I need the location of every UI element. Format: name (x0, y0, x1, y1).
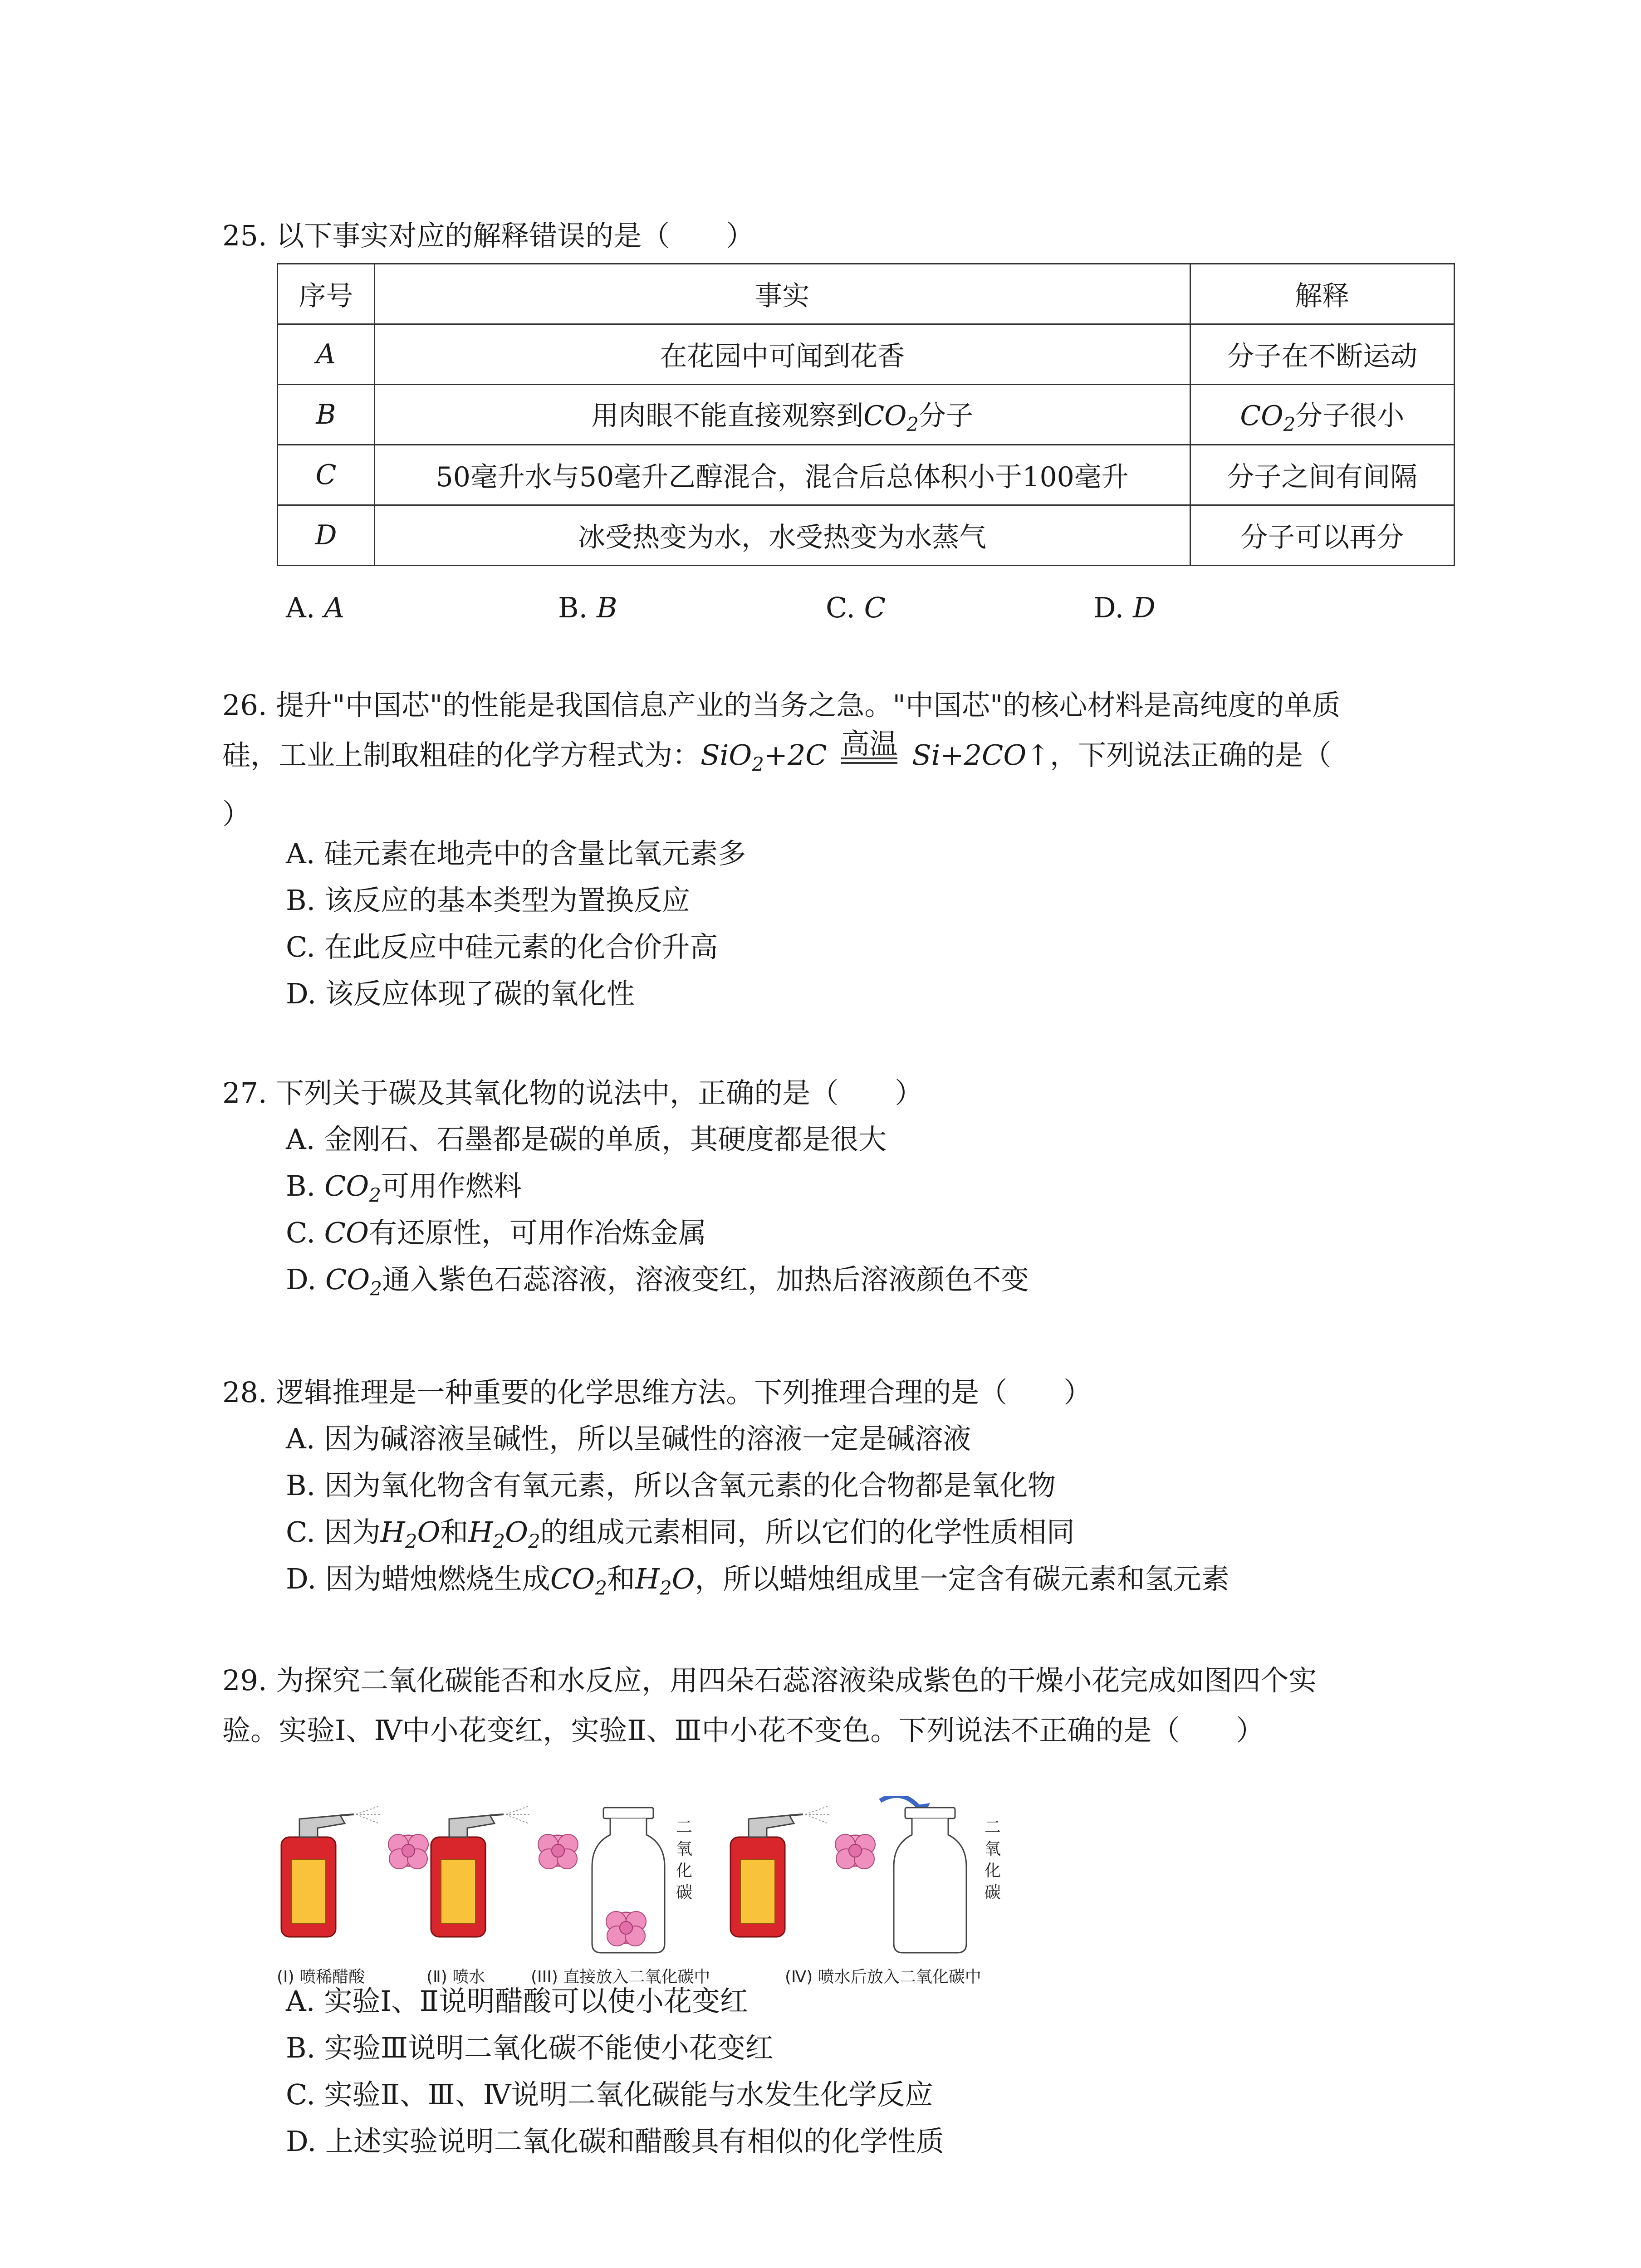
row-id: B (278, 385, 375, 445)
option-b[interactable]: B. 该反应的基本类型为置换反应 (286, 884, 690, 917)
option-b[interactable]: B. B (558, 591, 617, 624)
experiment-1 (281, 1806, 428, 1937)
option-a[interactable]: A. 金刚石、石墨都是碳的单质，其硬度都是很大 (286, 1123, 887, 1156)
row-id: D (278, 505, 375, 566)
q27-options (286, 1116, 1029, 1303)
svg-text:氧: 氧 (676, 1840, 693, 1858)
row-fact: 在花园中可闻到花香 (374, 324, 1190, 385)
option-d[interactable]: D. 因为蜡烛燃烧生成$CO_2$和$H_2O$，所以蜡烛组成里一定含有碳元素和氢元素 (286, 1562, 1230, 1599)
option-b[interactable]: B. 因为氧化物含有氧元素，所以含氧元素的化合物都是氧化物 (286, 1469, 1056, 1502)
question-26-line2: 硅，工业上制取粗硅的化学方程式为：SiO$_2$+2C 高温 Si+2CO↑，下列说法正确的是（ (222, 727, 1332, 776)
option-d[interactable]: D. 上述实验说明二氧化碳和醋酸具有相似的化学性质 (286, 2125, 944, 2158)
option-c[interactable]: C. 在此反应中硅元素的化合价升高 (286, 930, 718, 963)
q29-options (286, 1978, 944, 2165)
option-d[interactable]: D. 该反应体现了碳的氧化性 (286, 977, 635, 1010)
row-explain: 分子在不断运动 (1190, 324, 1454, 385)
experiment-4 (730, 1796, 1001, 1953)
question-29-line1: 29. 为探究二氧化碳能否和水反应，用四朵石蕊溶液染成紫色的干燥小花完成如图四个实 (222, 1664, 1317, 1697)
q26-options (286, 830, 746, 1017)
row-fact: 用肉眼不能直接观察到$CO_2$分子 (374, 385, 1190, 445)
row-explain: 分子之间有间隔 (1190, 445, 1454, 505)
header-explain: 解释 (1190, 264, 1454, 324)
table-header-row (278, 264, 1455, 324)
question-25-stem: 25. 以下事实对应的解释错误的是（ ） (222, 219, 754, 252)
option-a[interactable]: A. 因为碱溶液呈碱性，所以呈碱性的溶液一定是碱溶液 (286, 1422, 971, 1455)
question-26-line3: ） (222, 797, 251, 831)
option-a[interactable]: A. 实验Ⅰ、Ⅱ说明醋酸可以使小花变红 (286, 1984, 748, 2018)
question-27 (222, 1070, 1447, 1116)
caption-2: (Ⅱ) 喷水 (426, 1968, 485, 1986)
reaction-condition: 高温 (836, 730, 903, 764)
question-29 (222, 1656, 1447, 1755)
table-row (278, 445, 1455, 505)
row-id: A (278, 324, 375, 385)
q28-options (286, 1415, 1230, 1602)
svg-text:二: 二 (985, 1818, 1001, 1837)
caption-3: (III) 直接放入二氧化碳中 (531, 1968, 710, 1986)
header-fact: 事实 (374, 264, 1190, 324)
question-25 (222, 213, 1447, 259)
option-c[interactable]: C. C (826, 591, 886, 624)
question-28 (222, 1370, 1447, 1415)
caption-1: (I) 喷稀醋酸 (277, 1968, 365, 1986)
question-28-stem: 28. 逻辑推理是一种重要的化学思维方法。下列推理合理的是（ ） (222, 1376, 1092, 1409)
experiment-figure (277, 1796, 1066, 1987)
table-row (278, 324, 1455, 385)
row-fact: 冰受热变为水，水受热变为水蒸气 (374, 505, 1190, 566)
experiment-3 (592, 1808, 692, 1953)
svg-text:化: 化 (676, 1862, 693, 1880)
option-a[interactable]: A. A (286, 591, 344, 624)
row-id: C (278, 445, 375, 505)
question-29-line2: 验。实验I、Ⅳ中小花变红，实验Ⅱ、Ⅲ中小花不变色。下列说法不正确的是（ ） (222, 1714, 1264, 1747)
table-row (278, 385, 1455, 445)
row-explain: 分子可以再分 (1190, 505, 1454, 566)
option-d[interactable]: D. $CO_2$通入紫色石蕊溶液，溶液变红，加热后溶液颜色不变 (286, 1263, 1029, 1300)
caption-4: (Ⅳ) 喷水后放入二氧化碳中 (785, 1968, 981, 1986)
question-26-line1: 26. 提升"中国芯"的性能是我国信息产业的当务之急。"中国芯"的核心材料是高纯度的单质 (222, 689, 1341, 722)
row-explain: $CO_2$分子很小 (1190, 385, 1454, 445)
question-26 (222, 680, 1447, 839)
table-row (278, 505, 1455, 566)
option-c[interactable]: C. 因为$H_2O$和$H_2O_2$的组成元素相同，所以它们的化学性质相同 (286, 1515, 1075, 1553)
svg-text:碳: 碳 (676, 1883, 693, 1902)
svg-text:氧: 氧 (985, 1840, 1001, 1858)
question-27-stem: 27. 下列关于碳及其氧化物的说法中，正确的是（ ） (222, 1076, 923, 1110)
q25-table (277, 263, 1455, 566)
option-c[interactable]: C. 实验Ⅱ、Ⅲ、Ⅳ说明二氧化碳能与水发生化学反应 (286, 2078, 933, 2111)
svg-text:化: 化 (985, 1862, 1001, 1880)
header-no: 序号 (278, 264, 375, 324)
option-b[interactable]: B. $CO_2$可用作燃料 (286, 1169, 522, 1207)
jar-label: 二 (676, 1818, 693, 1837)
row-fact: 50毫升水与50毫升乙醇混合，混合后总体积小于100毫升 (374, 445, 1190, 505)
option-a[interactable]: A. 硅元素在地壳中的含量比氧元素多 (286, 837, 746, 870)
option-c[interactable]: C. CO有还原性，可用作冶炼金属 (286, 1216, 706, 1249)
option-d[interactable]: D. D (1093, 591, 1156, 624)
svg-text:碳: 碳 (985, 1883, 1001, 1902)
experiment-2 (431, 1806, 578, 1937)
option-b[interactable]: B. 实验Ⅲ说明二氧化碳不能使小花变红 (286, 2031, 774, 2064)
